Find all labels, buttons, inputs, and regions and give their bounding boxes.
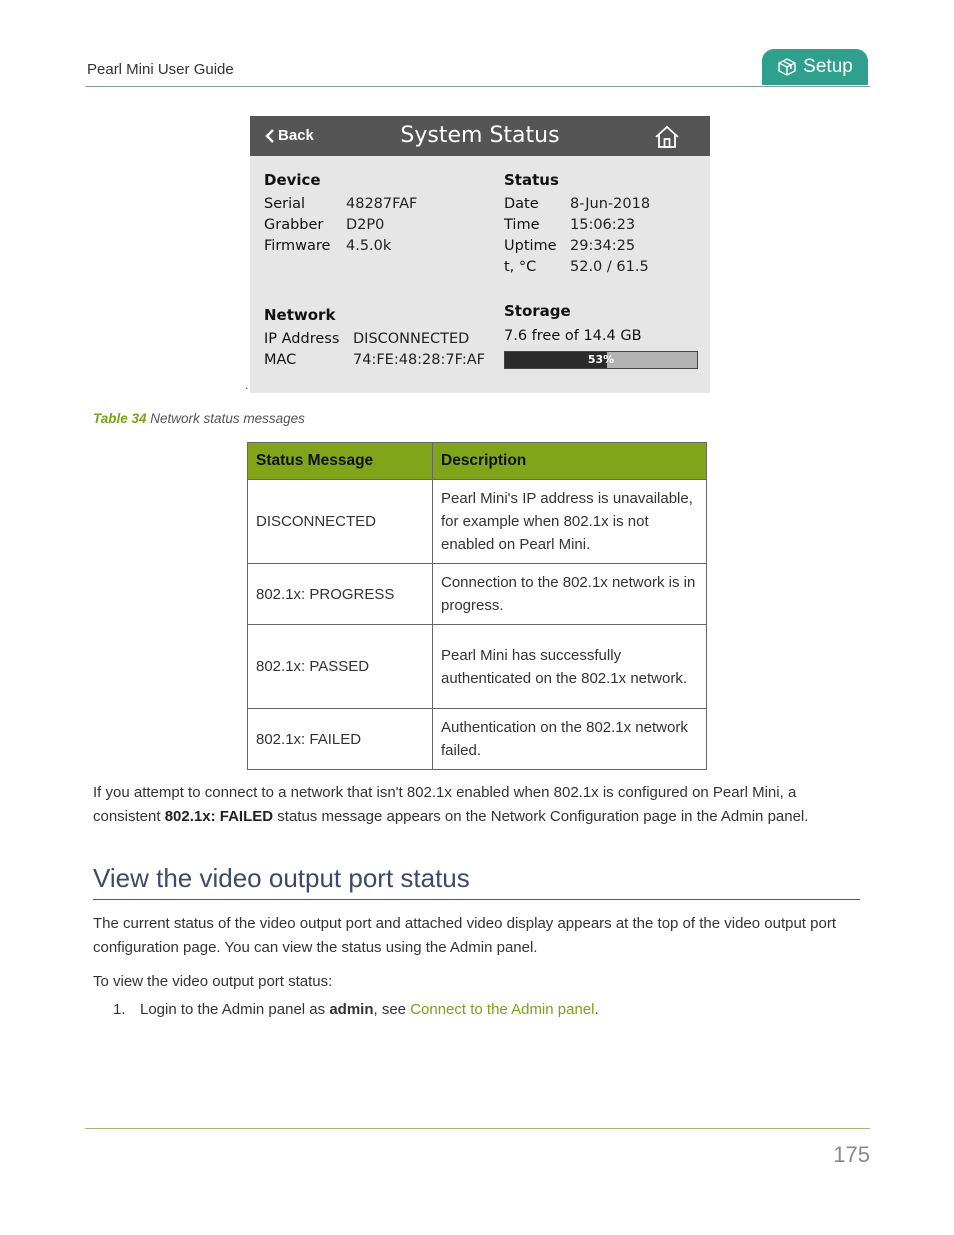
page-number: 175: [833, 1142, 870, 1167]
status-key: Date: [504, 196, 539, 212]
network-key: IP Address: [264, 331, 340, 347]
back-label: Back: [278, 127, 314, 144]
step-text: Login to the Admin panel as: [140, 1001, 330, 1018]
status-message-cell: 802.1x: PROGRESS: [248, 564, 433, 625]
header-status-message: Status Message: [248, 443, 433, 480]
step-bold: admin: [329, 1001, 374, 1018]
table-row: [248, 564, 707, 625]
table-caption: [93, 411, 305, 426]
section-heading: View the video output port status: [93, 863, 470, 893]
network-value: 74:FE:48:28:7F:AF: [353, 352, 485, 368]
status-heading: Status: [504, 171, 559, 189]
device-value: 48287FAF: [346, 196, 418, 212]
table-caption-text: Network status messages: [150, 411, 305, 426]
device-key: Grabber: [264, 217, 324, 233]
network-heading: Network: [264, 306, 336, 324]
admin-panel-link[interactable]: Connect to the Admin panel: [410, 1001, 595, 1018]
paragraph-text: status message appears on the Network Configuration page in the Admin panel.: [273, 808, 809, 825]
status-value: 52.0 / 61.5: [570, 259, 649, 275]
setup-tab[interactable]: [762, 49, 868, 85]
section-rule: [93, 899, 860, 900]
table-row: [248, 709, 707, 770]
device-value: 4.5.0k: [346, 238, 392, 254]
guide-title: Pearl Mini User Guide: [87, 61, 234, 78]
status-key: Uptime: [504, 238, 557, 254]
storage-heading: Storage: [504, 302, 571, 320]
network-key: MAC: [264, 352, 297, 368]
paragraph-failed-status: [93, 781, 863, 829]
description-cell: Authentication on the 802.1x network failed.: [433, 709, 707, 770]
storage-progress-bar: [504, 351, 698, 369]
status-key: t, °C: [504, 259, 537, 275]
screen-title-bar: [250, 116, 710, 156]
cube-icon: [777, 57, 797, 77]
network-status-table: [247, 442, 707, 770]
step-1: [140, 1001, 599, 1018]
step-text: .: [594, 1001, 599, 1018]
storage-text: 7.6 free of 14.4 GB: [504, 328, 642, 344]
device-key: Firmware: [264, 238, 331, 254]
device-heading: Device: [264, 171, 321, 189]
status-value: 8-Jun-2018: [570, 196, 651, 212]
status-message-cell: 802.1x: FAILED: [248, 709, 433, 770]
home-icon[interactable]: [654, 124, 680, 150]
status-value: 29:34:25: [570, 238, 636, 254]
header-description: Description: [433, 443, 707, 480]
device-value: D2P0: [346, 217, 385, 233]
table-header-row: [248, 443, 707, 480]
stray-dot: .: [245, 378, 249, 392]
paragraph-intro: The current status of the video output port and attached video display appears at the top of the video output port configuration page. You can view the status using the Admin panel.: [93, 915, 836, 956]
status-key: Time: [504, 217, 540, 233]
status-message-cell: 802.1x: PASSED: [248, 625, 433, 709]
description-cell: Pearl Mini's IP address is unavailable, for example when 802.1x is not enabled on Pearl Mini.: [433, 480, 707, 564]
step-text: , see: [373, 1001, 411, 1018]
device-key: Serial: [264, 196, 306, 212]
setup-tab-label: Setup: [803, 56, 853, 77]
table-row: [248, 480, 707, 564]
paragraph-text: If you attempt to connect to a network that isn't 802.1x enabled when 802.1x is configured on Pearl Mini, a consistent: [93, 784, 797, 825]
table-caption-label: Table 34: [93, 411, 147, 426]
screen-title: System Status: [400, 123, 560, 148]
paragraph-steps-intro: To view the video output port status:: [93, 973, 333, 990]
network-value: DISCONNECTED: [353, 331, 470, 347]
storage-progress-label: 53%: [587, 353, 615, 366]
description-cell: Pearl Mini has successfully authenticated on the 802.1x network.: [433, 625, 707, 709]
footer-rule: [85, 1128, 870, 1129]
system-status-screenshot: [250, 116, 710, 393]
step-number: 1.: [113, 1001, 126, 1018]
description-cell: Connection to the 802.1x network is in progress.: [433, 564, 707, 625]
status-value: 15:06:23: [570, 217, 636, 233]
status-message-cell: DISCONNECTED: [248, 480, 433, 564]
header-rule: [85, 86, 870, 87]
paragraph-bold: 802.1x: FAILED: [164, 808, 274, 825]
table-row: [248, 625, 707, 709]
